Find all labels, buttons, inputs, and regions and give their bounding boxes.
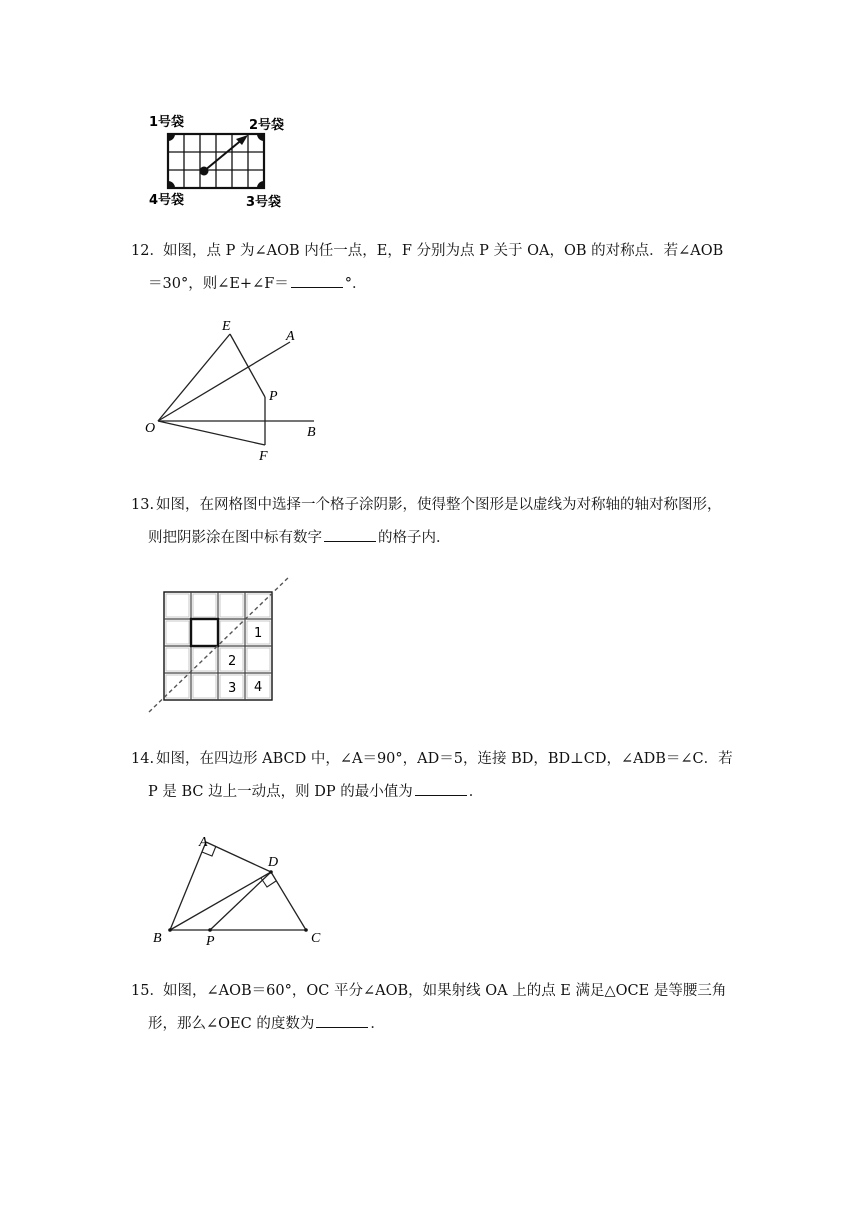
segment-bd	[170, 872, 271, 930]
answer-blank-14[interactable]	[415, 781, 467, 796]
angle-aob-figure	[140, 312, 340, 468]
bag-label-3: 3号袋	[246, 195, 282, 210]
cell-label-2: 2	[228, 654, 237, 669]
cell-label-4: 4	[254, 680, 263, 695]
point-label-b: B	[307, 425, 316, 440]
point-label-p: P	[206, 934, 215, 949]
question-number-13: 13.	[131, 497, 155, 513]
point-label-p: P	[269, 389, 278, 404]
segment-ab	[170, 842, 206, 930]
grid-symmetry-figure	[140, 570, 300, 720]
answer-blank-12[interactable]	[291, 273, 343, 288]
question-15-text: 形，那么∠OEC 的度数为	[148, 1016, 315, 1032]
shaded-cell	[191, 619, 218, 646]
question-14-line-2	[148, 781, 483, 802]
question-13-text: 则把阴影涂在图中标有数字	[148, 530, 322, 546]
question-13-line-2	[148, 527, 451, 548]
bag-label-4: 4号袋	[149, 193, 185, 208]
question-12-line-1: 如图，点 P 为∠AOB 内任一点，E，F 分别为点 P 关于 OA，OB 的对称点．若∠AOB	[163, 243, 724, 259]
bag-label-2: 2号袋	[249, 118, 285, 133]
quadrilateral-abcd-figure	[140, 826, 340, 950]
question-13-suffix: 的格子内．	[378, 530, 451, 546]
point-label-c: C	[311, 931, 321, 946]
question-15-suffix: ．	[370, 1016, 385, 1032]
question-number-14: 14.	[131, 751, 155, 767]
point-label-a: A	[286, 329, 295, 344]
point-label-f: F	[259, 449, 268, 464]
cell-label-1: 1	[254, 626, 263, 641]
answer-blank-15[interactable]	[316, 1013, 368, 1028]
bag-label-1: 1号袋	[149, 115, 185, 130]
question-number-15: 15．	[131, 983, 164, 999]
question-15-line-1: 如图，∠AOB＝60°，OC 平分∠AOB，如果射线 OA 上的点 E 满足△OCE 是等腰三角	[163, 983, 727, 999]
segment-dp	[210, 872, 271, 930]
question-13-line-1: 如图，在网格图中选择一个格子涂阴影，使得整个图形是以虚线为对称轴的轴对称图形，	[156, 497, 722, 513]
question-14-text: P 是 BC 边上一动点，则 DP 的最小值为	[148, 784, 413, 800]
point-label-b: B	[153, 931, 162, 946]
cell-label-3: 3	[228, 681, 237, 696]
bag-grid-figure	[140, 108, 300, 212]
question-15-line-2	[148, 1013, 385, 1034]
point-label-e: E	[222, 319, 231, 334]
point-label-a: A	[199, 835, 208, 850]
question-12-text: ＝30°，则∠E+∠F＝	[148, 276, 289, 292]
point-label-d: D	[268, 855, 279, 870]
answer-blank-13[interactable]	[324, 527, 376, 542]
ball-path-arrow	[204, 138, 244, 171]
question-12-line-2	[148, 273, 367, 294]
question-12-suffix: °．	[344, 276, 367, 292]
question-14-line-1: 如图，在四边形 ABCD 中，∠A＝90°，AD＝5，连接 BD，BD⊥CD，∠ADB＝∠C．若	[156, 751, 733, 767]
segment-ep	[230, 334, 265, 397]
question-number-12: 12．	[131, 243, 164, 259]
ray-oa	[158, 342, 290, 421]
segment-of	[158, 421, 265, 445]
segment-dc	[271, 872, 306, 930]
question-14-suffix: ．	[468, 784, 484, 800]
segment-oe	[158, 334, 230, 421]
point-label-o: O	[145, 421, 156, 436]
